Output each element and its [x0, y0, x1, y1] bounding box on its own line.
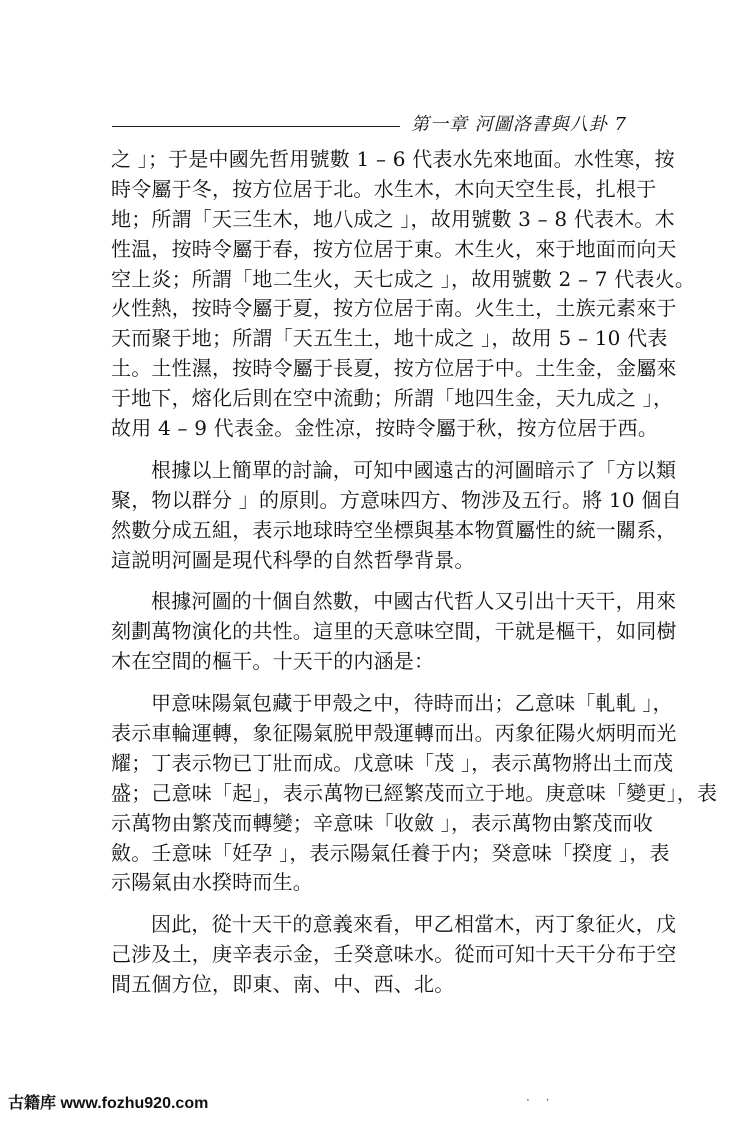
text-line: 斂。壬意味「妊孕 」，表示陽氣任養于内；癸意味「揆度 」，表 — [111, 840, 670, 865]
paragraph-spacing — [111, 677, 663, 689]
text-line: 性温，按時令屬于春，按方位居于東。木生火，來于地面而向天 — [111, 236, 677, 261]
text-line: 盛；己意味「起」，表示萬物已經繁茂而立于地。庚意味「變更」，表 — [111, 780, 718, 805]
text-line: 天而聚于地；所謂「天五生土，地十成之 」，故用 5 – 10 代表 — [111, 326, 668, 351]
text-line: 間五個方位，即東、南、中、西、北。 — [111, 972, 455, 997]
text-line-indented: 甲意味陽氣包藏于甲殼之中，待時而出；乙意味「軋軋 」， — [151, 691, 673, 716]
text-line: 耀；丁表示物已丁壯而成。戊意味「茂 」，表示萬物將出土而茂 — [111, 750, 674, 775]
page-body — [111, 145, 718, 1000]
text-line: 時令屬于冬，按方位居于北。水生木，木向天空生長，扎根于 — [111, 176, 657, 201]
scan-dots: · · — [526, 1093, 556, 1107]
text-line: 之 」；于是中國先哲用號數 1 – 6 代表水先來地面。水性寒，按 — [111, 147, 675, 171]
text-line: 于地下，熔化后則在空中流動；所謂「地四生金，天九成之 」， — [111, 386, 674, 411]
text-line: 表示車輪運轉，象征陽氣脱甲殼運轉而出。丙象征陽火炳明而光 — [111, 721, 677, 746]
header-rule — [112, 126, 400, 127]
text-line-indented: 根據河圖的十個自然數，中國古代哲人又引出十天干，用來 — [151, 589, 677, 614]
text-line: 己涉及土，庚辛表示金，壬癸意味水。從而可知十天干分布于空 — [111, 942, 677, 967]
text-line: 地；所謂「天三生木，地八成之 」，故用號數 3 – 8 代表木。木 — [111, 206, 675, 231]
text-line: 示萬物由繁茂而轉變；辛意味「收斂 」，表示萬物由繁茂而收 — [111, 810, 653, 835]
text-line-indented: 根據以上簡單的討論，可知中國遠古的河圖暗示了「方以類 — [151, 457, 677, 482]
paragraph-spacing — [111, 575, 663, 587]
text-line: 聚，物以群分 」的原則。方意味四方、物涉及五行。將 10 個自 — [111, 487, 682, 512]
text-line: 示陽氣由水揆時而生。 — [111, 870, 313, 895]
text-line: 刻劃萬物演化的共性。這里的天意味空間，干就是樞干，如同樹 — [111, 619, 677, 644]
paragraph-spacing — [111, 898, 663, 910]
text-line: 火性熱，按時令屬于夏，按方位居于南。火生土，土族元素來于 — [111, 296, 677, 321]
text-line: 故用 4 – 9 代表金。金性凉，按時令屬于秋，按方位居于西。 — [111, 416, 659, 441]
paragraph-2 — [111, 456, 682, 576]
site-watermark: 古籍库 www.fozhu920.com — [8, 1095, 209, 1112]
paragraph-3 — [111, 587, 677, 677]
text-line: 空上炎；所謂「地二生火，天七成之 」，故用號數 2 – 7 代表火。 — [111, 266, 696, 291]
paragraph-spacing — [111, 444, 663, 456]
paragraph-4 — [111, 689, 718, 898]
text-line: 木在空間的樞干。十天干的内涵是： — [111, 649, 435, 674]
text-line: 這説明河圖是現代科學的自然哲學背景。 — [111, 547, 475, 572]
running-header: 第一章 河圖洛書與八卦 7 — [411, 114, 627, 135]
text-line: 土。土性濕，按時令屬于長夏，按方位居于中。土生金，金屬來 — [111, 356, 677, 381]
paragraph-5 — [111, 910, 677, 1000]
text-line-indented: 因此，從十天干的意義來看，甲乙相當木，丙丁象征火，戊 — [151, 912, 677, 937]
text-line: 然數分成五組，表示地球時空坐標與基本物質屬性的統一關系， — [111, 517, 677, 542]
paragraph-1 — [111, 145, 696, 444]
